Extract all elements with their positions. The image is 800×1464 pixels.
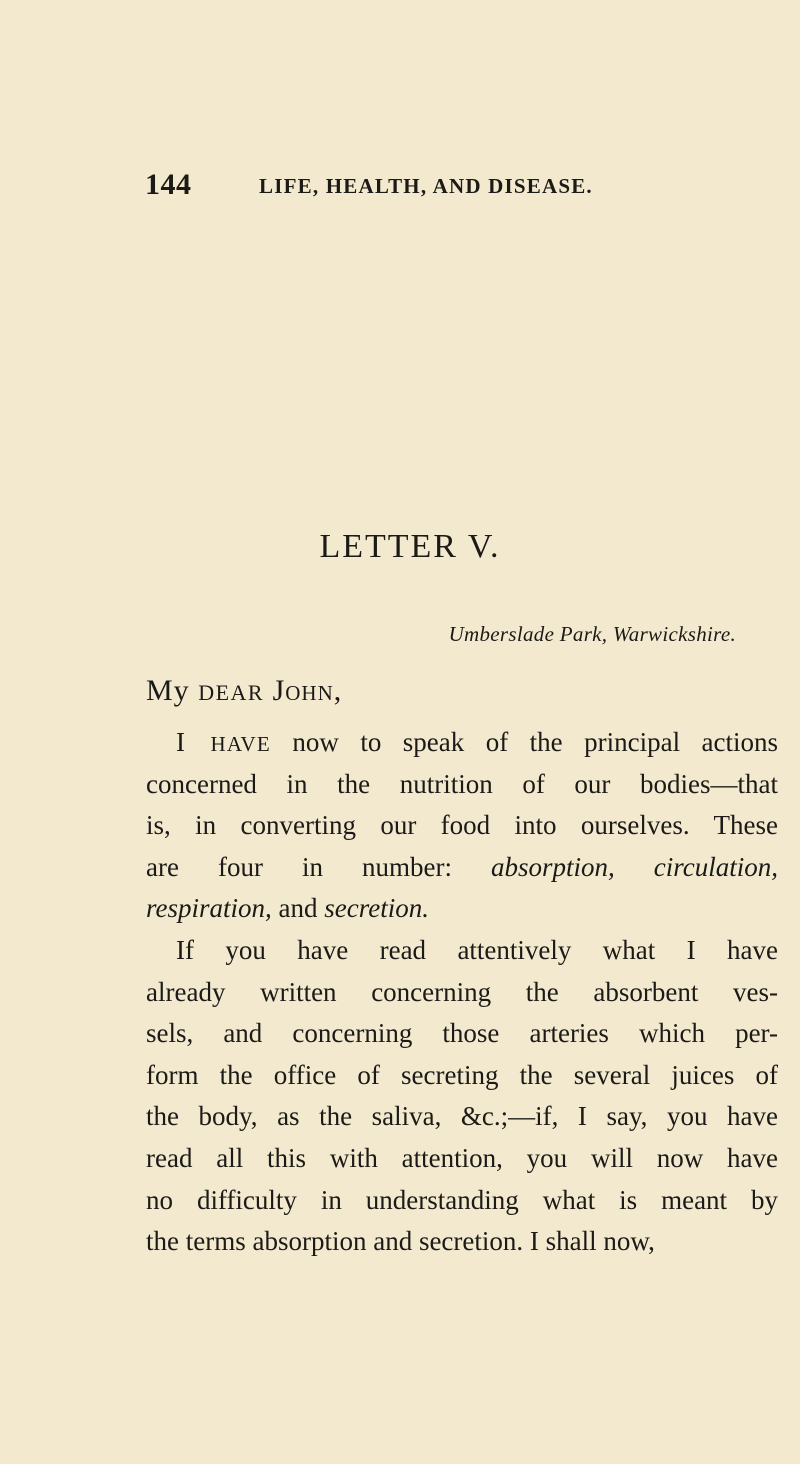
paragraph-1-line-3: is, in converting our food into ourselves. These	[146, 810, 778, 841]
body-text	[146, 722, 778, 1263]
lead-smallcaps: HAVE	[210, 732, 271, 756]
page-number: 144	[145, 168, 192, 201]
paragraph-2-line-3: sels, and concerning those arteries which per-	[146, 1018, 778, 1049]
salutation-my: My	[146, 674, 190, 707]
salutation-dear: DEAR	[198, 680, 265, 705]
paragraph-2-line-1: If you have read attentively what I have	[176, 934, 778, 965]
running-head	[145, 168, 765, 204]
salutation-name: John,	[272, 674, 343, 707]
paragraph-1-line-5-italic-a: respiration,	[146, 893, 272, 924]
letter-heading: LETTER V.	[319, 528, 501, 565]
running-title: LIFE, HEALTH, AND DISEASE.	[259, 174, 593, 198]
salutation	[146, 674, 342, 708]
paragraph-1-line-1	[146, 722, 778, 764]
paragraph-1-line-2: concerned in the nutrition of our bodies—that	[146, 768, 778, 799]
paragraph-2-line-2: already written concerning the absorbent ves-	[146, 976, 778, 1007]
paragraph-1-line-1-rest: now to speak of the principal actions	[292, 727, 779, 757]
paragraph-1-line-4-italic: absorption, circulation,	[490, 851, 778, 882]
paragraph-1-line-4	[146, 847, 778, 889]
paragraph-2-line-7: no difficulty in understanding what is meant by	[146, 1184, 778, 1215]
paragraph-2-line-5: the body, as the saliva, &c.;—if, I say, you have	[146, 1101, 778, 1132]
paragraph-1-line-5	[146, 888, 778, 930]
paragraph-2-line-8: the terms absorption and secretion. I shall now,	[146, 1226, 655, 1257]
paragraph-1-line-5-italic-b: secretion.	[324, 893, 429, 924]
paragraph-2-line-6: read all this with attention, you will now have	[146, 1142, 778, 1173]
lead-capital: I	[176, 727, 185, 757]
paragraph-1-line-5-and: and	[278, 893, 318, 924]
paragraph-1-line-4-a: are four in number:	[146, 851, 452, 882]
place-line: Umberslade Park, Warwickshire.	[448, 622, 736, 646]
paragraph-2-line-4: form the office of secreting the several juices of	[146, 1059, 778, 1090]
